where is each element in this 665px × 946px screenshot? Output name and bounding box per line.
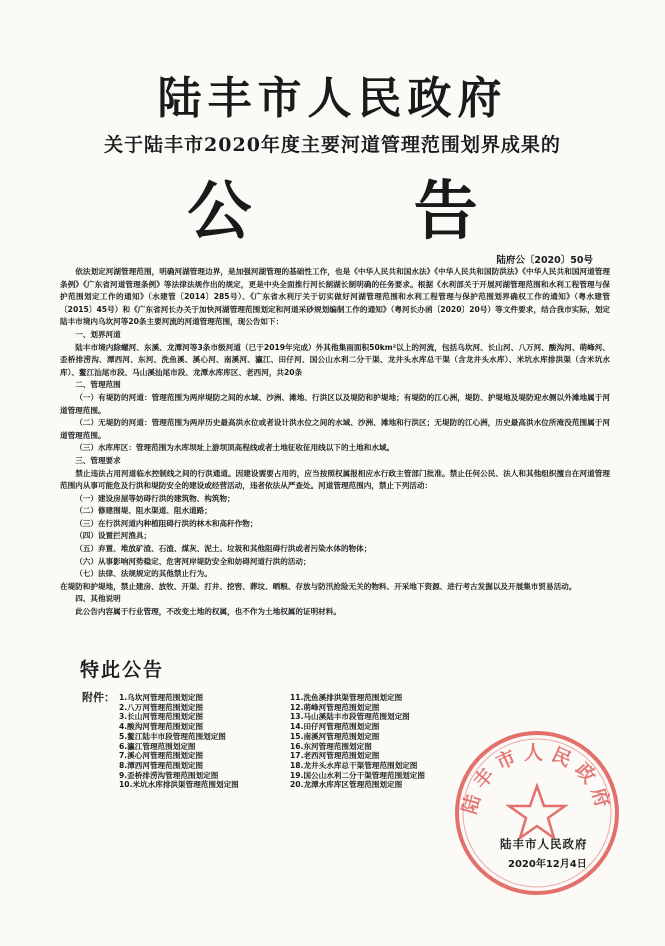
attachment-item: 20.龙潭水库库区管理范围划定图 <box>290 780 403 790</box>
attachment-item: 7.溪心河管理范围划定图 <box>119 751 204 761</box>
attachment-item: 1.乌坎河管理范围划定图 <box>119 693 204 702</box>
closing-phrase: 特此公告 <box>80 659 165 681</box>
prohibited-item: （六）从事影响河势稳定、危害河岸堤防安全和妨碍河道行洪的活动； <box>75 556 311 566</box>
section-2-paragraph: （三）水库库区：管理范围为水库坝址上游坝顶高程线或者土地征收征用线以下的土地和水域。 <box>75 443 395 453</box>
prohibited-item: （三）在行洪河道内种植阻碍行洪的林木和高秆作物； <box>75 518 258 528</box>
intro-paragraph: 依法划定河湖管理范围，明确河湖管理边界，是加强河湖管理的基础性工作，也是《中华人民共和国水法》《中华人民共和国防洪法》《中华人民共和国河道管理条例》《广东省河道管理条例》等法律法规作出的规定，更是中央全面推行河长制湖长制明确的任务要求。根据《水利部关于开展河湖管理范围和水利工程管理与保护范围划定工作的通知》（水建管〔2014〕285号）、《广东省水利厅关于切实做好河湖管理范围和水利工程管理与保护范围划界确权工作的通知》（粤水建管〔2015〕45号）和《广东省河长办关于加快河湖管理范围划定和河道采砂规划编制工作的通知》（粤河长办函〔2020〕20号）等文件要求，结合我市实际，划定陆丰市境内乌坎河等20条主要河流的河道管理范围，现公告如下： <box>60 267 610 327</box>
svg-text:陆丰市人民政府: 陆丰市人民政府 <box>458 741 616 817</box>
attachment-item: 14.田仔河管理范围划定图 <box>290 722 380 732</box>
section-3-tail: 在堤防和护堤地，禁止建房、放牧、开渠、打井、挖窖、葬坟、晒粮、存放与防汛抢险无关的物料、开采地下资源、进行考古发掘以及开展集市贸易活动。 <box>60 581 577 591</box>
document-number: 陆府公〔2020〕50号 <box>496 255 593 266</box>
attachment-item: 17.老西河管理范围划定图 <box>290 751 380 761</box>
section-3-intro: 禁止违法占用河道临水控制线之间的行洪通道。因建设需要占用的，应当按照权属报相应水行政主管部门批准。禁止任何公民、法人和其他组织擅自在河道管理范围内从事可能危及行洪和堤防安全的建设或经营活动，违者依法从严查处。河道管理范围内，禁止下列活动： <box>60 468 610 491</box>
official-seal-icon <box>452 728 622 898</box>
section-4-title: 四、其他说明 <box>75 594 121 604</box>
attachment-item: 2.八万河管理范围划定图 <box>119 702 204 712</box>
prohibited-item: （五）弃置、堆放矿渣、石渣、煤灰、泥土、垃圾和其他阻碍行洪或者污染水体的物体； <box>75 544 372 554</box>
prohibited-item: （一）建设房屋等妨碍行洪的建筑物、构筑物； <box>75 493 235 503</box>
attachment-item: 5.鳌江陆丰市段管理范围划定图 <box>119 731 226 741</box>
section-2-paragraph: （二）无堤防的河道：管理范围为两岸历史最高洪水位或者设计洪水位之间的水域、沙洲、滩地和行洪区；无堤防的江心洲，历史最高洪水位所淹没范围属于河道管理范围。 <box>60 418 610 440</box>
section-4-text: 此公告内容属于行业管理，不改变土地的权属，也不作为土地权属的证明材料。 <box>75 607 341 617</box>
prohibited-item: （七）法律、法规规定的其他禁止行为。 <box>75 569 212 579</box>
section-1-title: 一、划界河道 <box>75 329 121 339</box>
prohibited-item: （二）修建围堤、阻水渠道、阻水道路； <box>75 506 212 516</box>
attachment-item: 12.萌峰河管理范围划定图 <box>290 702 380 712</box>
notice-body <box>60 266 610 619</box>
notice-subject: 关于陆丰市2020年度主要河道管理范围划界成果的 <box>104 134 561 156</box>
attachment-item: 19.国公山水利二分干渠管理范围划定图 <box>290 770 425 780</box>
attachment-item: 18.龙井头水库总干渠管理范围划定图 <box>290 760 418 770</box>
attachment-item: 10.米坑水库排洪渠管理范围划定图 <box>119 780 239 790</box>
section-2-title: 二、管理范围 <box>75 380 121 390</box>
prohibited-item: （四）设置拦河渔具； <box>75 531 152 541</box>
attachment-item: 16.东河管理范围划定图 <box>290 741 372 751</box>
attachment-item: 4.酸沟河管理范围划定图 <box>119 722 204 732</box>
attachments-list-left <box>119 693 239 790</box>
attachment-item: 9.歪桥排涝沟管理范围划定图 <box>119 770 219 780</box>
section-1-text: 陆丰市境内除螺河、东溪、龙潭河等3条市级河道（已于2019年完成）外其他集雨面积50km²以上的河流，包括乌坎河、长山河、八万河、酸沟河、萌峰河、歪桥排涝沟、潭西河、东河、洗鱼溪、溪心河、南溪河、瀛江、田仔河、国公山水利二分干渠、龙井头水库总干渠（含龙井头水库）、米坑水库排洪渠（含米坑水库）、鳌江汕尾市段、马山溪汕尾市段、龙潭水库库区、老西河，共20条 <box>60 342 610 377</box>
signing-authority: 陆丰市人民政府 <box>500 837 588 851</box>
issuing-authority-title: 陆丰市人民政府 <box>157 73 508 124</box>
attachment-item: 6.瀛江管理范围划定图 <box>119 741 196 751</box>
attachment-item: 11.洗鱼溪排洪渠管理范围划定图 <box>290 693 403 702</box>
attachments-list-right <box>290 693 425 790</box>
attachment-item: 15.南溪河管理范围划定图 <box>290 731 380 741</box>
notice-heading: 公 告 <box>187 174 548 249</box>
section-2-paragraph: （一）有堤防的河道：管理范围为两岸堤防之间的水域、沙洲、滩地、行洪区以及堤防和护堤地；有堤防的江心洲，堤防、护堤地及堤防迎水侧以外滩地属于河道管理范围。 <box>60 392 610 415</box>
attachment-item: 3.长山河管理范围划定图 <box>119 712 204 722</box>
section-3-title: 三、管理要求 <box>75 455 121 465</box>
signing-date: 2020年12月4日 <box>508 859 587 870</box>
attachments-label: 附件： <box>82 691 115 704</box>
attachment-item: 13.马山溪陆丰市段管理范围划定图 <box>290 712 410 722</box>
attachment-item: 8.潭西河管理范围划定图 <box>119 760 204 770</box>
